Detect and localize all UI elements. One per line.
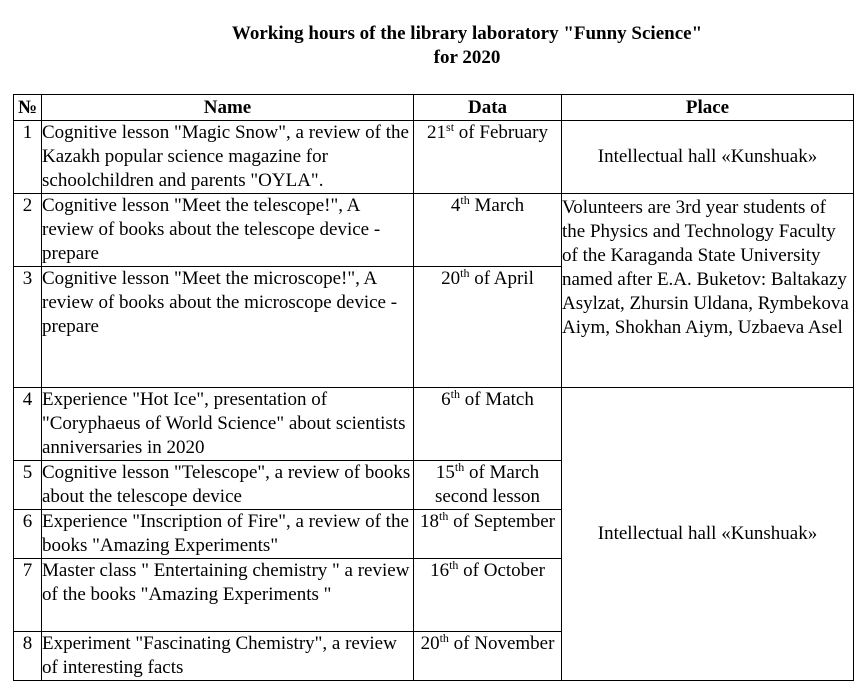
row-name: Cognitive lesson "Telescope", a review of books about the telescope device [42,461,414,510]
row-date: 4th March [414,194,562,267]
row-date: 15th of March second lesson [414,461,562,510]
row-num: 1 [14,121,42,194]
row-date: 6th of Match [414,388,562,461]
table-row [14,121,854,194]
row-date: 16th of October [414,559,562,632]
row-date: 20th of November [414,632,562,681]
page-title [0,22,863,70]
header-name: Name [42,95,414,121]
title-line-2: for 2020 [433,47,501,68]
row-name: Master class " Entertaining chemistry " a review of the books "Amazing Experiments " [42,559,414,632]
row-name: Experience "Hot Ice", presentation of "Coryphaeus of World Science" about scientists anniversaries in 2020 [42,388,414,461]
row-date: 21st of February [414,121,562,194]
row-num: 2 [14,194,42,267]
header-data: Data [414,95,562,121]
title-line-1: Working hours of the library laboratory "Funny Science" [231,23,703,44]
row-num: 3 [14,267,42,388]
row-date: 18th of September [414,510,562,559]
row-num: 6 [14,510,42,559]
header-place: Place [562,95,854,121]
row-num: 4 [14,388,42,461]
row-place-hall: Intellectual hall «Kunshuak» [562,388,854,681]
header-num: № [14,95,42,121]
table-row [14,388,854,461]
row-name: Experiment "Fascinating Chemistry", a review of interesting facts [42,632,414,681]
row-num: 8 [14,632,42,681]
row-date: 20th of April [414,267,562,388]
row-place: Intellectual hall «Kunshuak» [562,121,854,194]
row-name: Cognitive lesson "Meet the telescope!", A review of books about the telescope device - prepare [42,194,414,267]
table-row [14,194,854,267]
row-name: Cognitive lesson "Meet the microscope!", A review of books about the microscope device - prepare [42,267,414,388]
row-num: 7 [14,559,42,632]
row-place-volunteers: Volunteers are 3rd year students of the Physics and Technology Faculty of the Karaganda State University named after E.A. Buketov: Baltakazy Asylzat, Zhursin Uldana, Rymbekova Aiym, Shokhan Aiym, Uzbaeva Asel [562,194,854,388]
row-name: Experience "Inscription of Fire", a review of the books "Amazing Experiments" [42,510,414,559]
row-num: 5 [14,461,42,510]
schedule-table [13,94,854,681]
row-name: Cognitive lesson "Magic Snow", a review of the Kazakh popular science magazine for schoolchildren and parents "OYLA". [42,121,414,194]
header-row [14,95,854,121]
